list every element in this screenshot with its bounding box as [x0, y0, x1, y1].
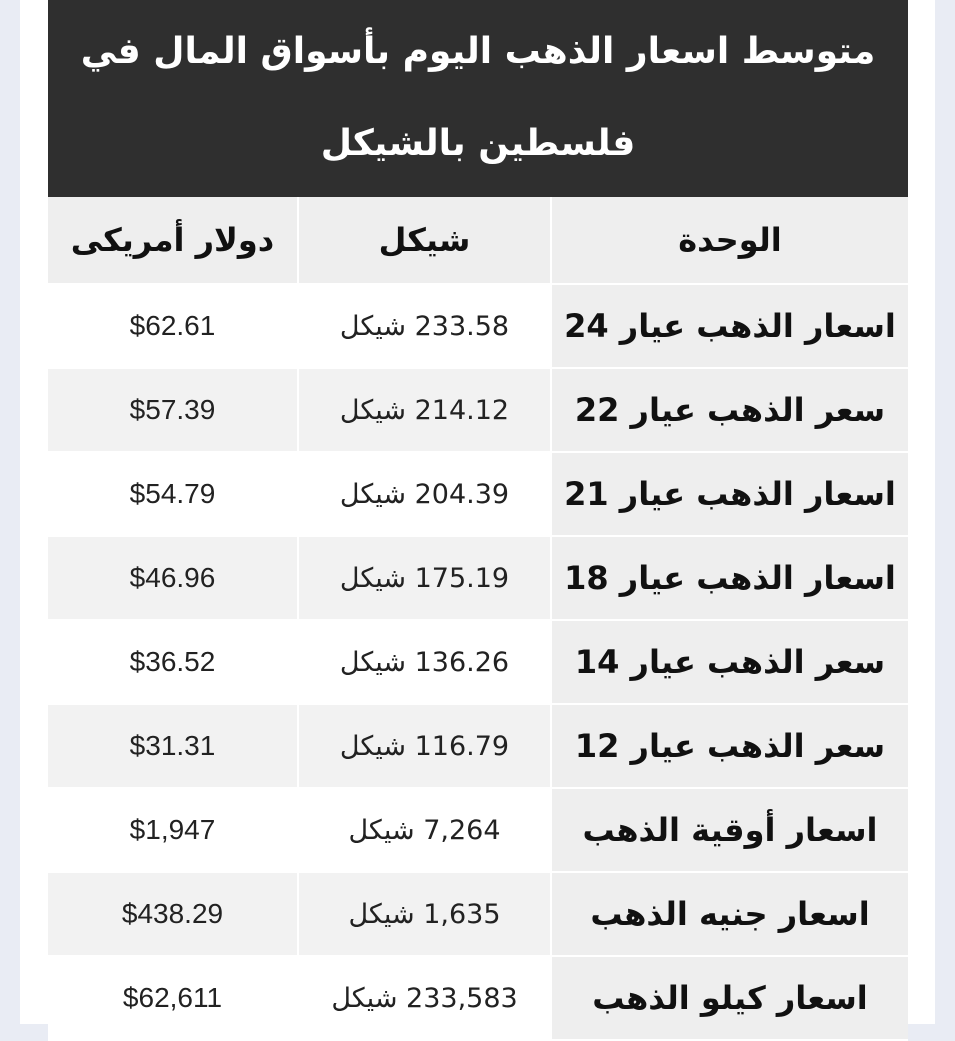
cell-ils: 233.58 شيكل — [298, 284, 551, 368]
cell-ils: 233,583 شيكل — [298, 956, 551, 1040]
cell-unit: سعر الذهب عيار 12 — [551, 704, 908, 788]
table-row — [48, 284, 908, 368]
cell-usd: $46.96 — [48, 536, 298, 620]
cell-usd: $438.29 — [48, 872, 298, 956]
header-unit: الوحدة — [551, 197, 908, 284]
cell-unit: اسعار كيلو الذهب — [551, 956, 908, 1040]
table-row — [48, 536, 908, 620]
table-row — [48, 788, 908, 872]
table-title-bar — [48, 0, 908, 197]
cell-ils: 116.79 شيكل — [298, 704, 551, 788]
cell-ils: 214.12 شيكل — [298, 368, 551, 452]
cell-unit: اسعار الذهب عيار 18 — [551, 536, 908, 620]
cell-unit: اسعار جنيه الذهب — [551, 872, 908, 956]
table-row — [48, 452, 908, 536]
cell-ils: 1,635 شيكل — [298, 872, 551, 956]
cell-ils: 204.39 شيكل — [298, 452, 551, 536]
gold-price-table — [48, 197, 908, 1041]
cell-usd: $31.31 — [48, 704, 298, 788]
cell-usd: $62,611 — [48, 956, 298, 1040]
table-row — [48, 956, 908, 1040]
cell-ils: 7,264 شيكل — [298, 788, 551, 872]
cell-ils: 175.19 شيكل — [298, 536, 551, 620]
cell-unit: سعر الذهب عيار 14 — [551, 620, 908, 704]
table-title: متوسط اسعار الذهب اليوم بأسواق المال في فلسطين بالشيكل — [80, 31, 876, 164]
table-header-row — [48, 197, 908, 284]
cell-unit: اسعار أوقية الذهب — [551, 788, 908, 872]
cell-usd: $54.79 — [48, 452, 298, 536]
table-row — [48, 368, 908, 452]
article-card — [20, 0, 935, 1024]
cell-unit: اسعار الذهب عيار 24 — [551, 284, 908, 368]
header-ils: شيكل — [298, 197, 551, 284]
cell-usd: $36.52 — [48, 620, 298, 704]
gold-price-table-wrap — [48, 0, 908, 1041]
header-usd: دولار أمريكى — [48, 197, 298, 284]
cell-usd: $62.61 — [48, 284, 298, 368]
cell-usd: $1,947 — [48, 788, 298, 872]
cell-usd: $57.39 — [48, 368, 298, 452]
table-row — [48, 620, 908, 704]
cell-unit: اسعار الذهب عيار 21 — [551, 452, 908, 536]
cell-ils: 136.26 شيكل — [298, 620, 551, 704]
cell-unit: سعر الذهب عيار 22 — [551, 368, 908, 452]
table-row — [48, 704, 908, 788]
table-row — [48, 872, 908, 956]
